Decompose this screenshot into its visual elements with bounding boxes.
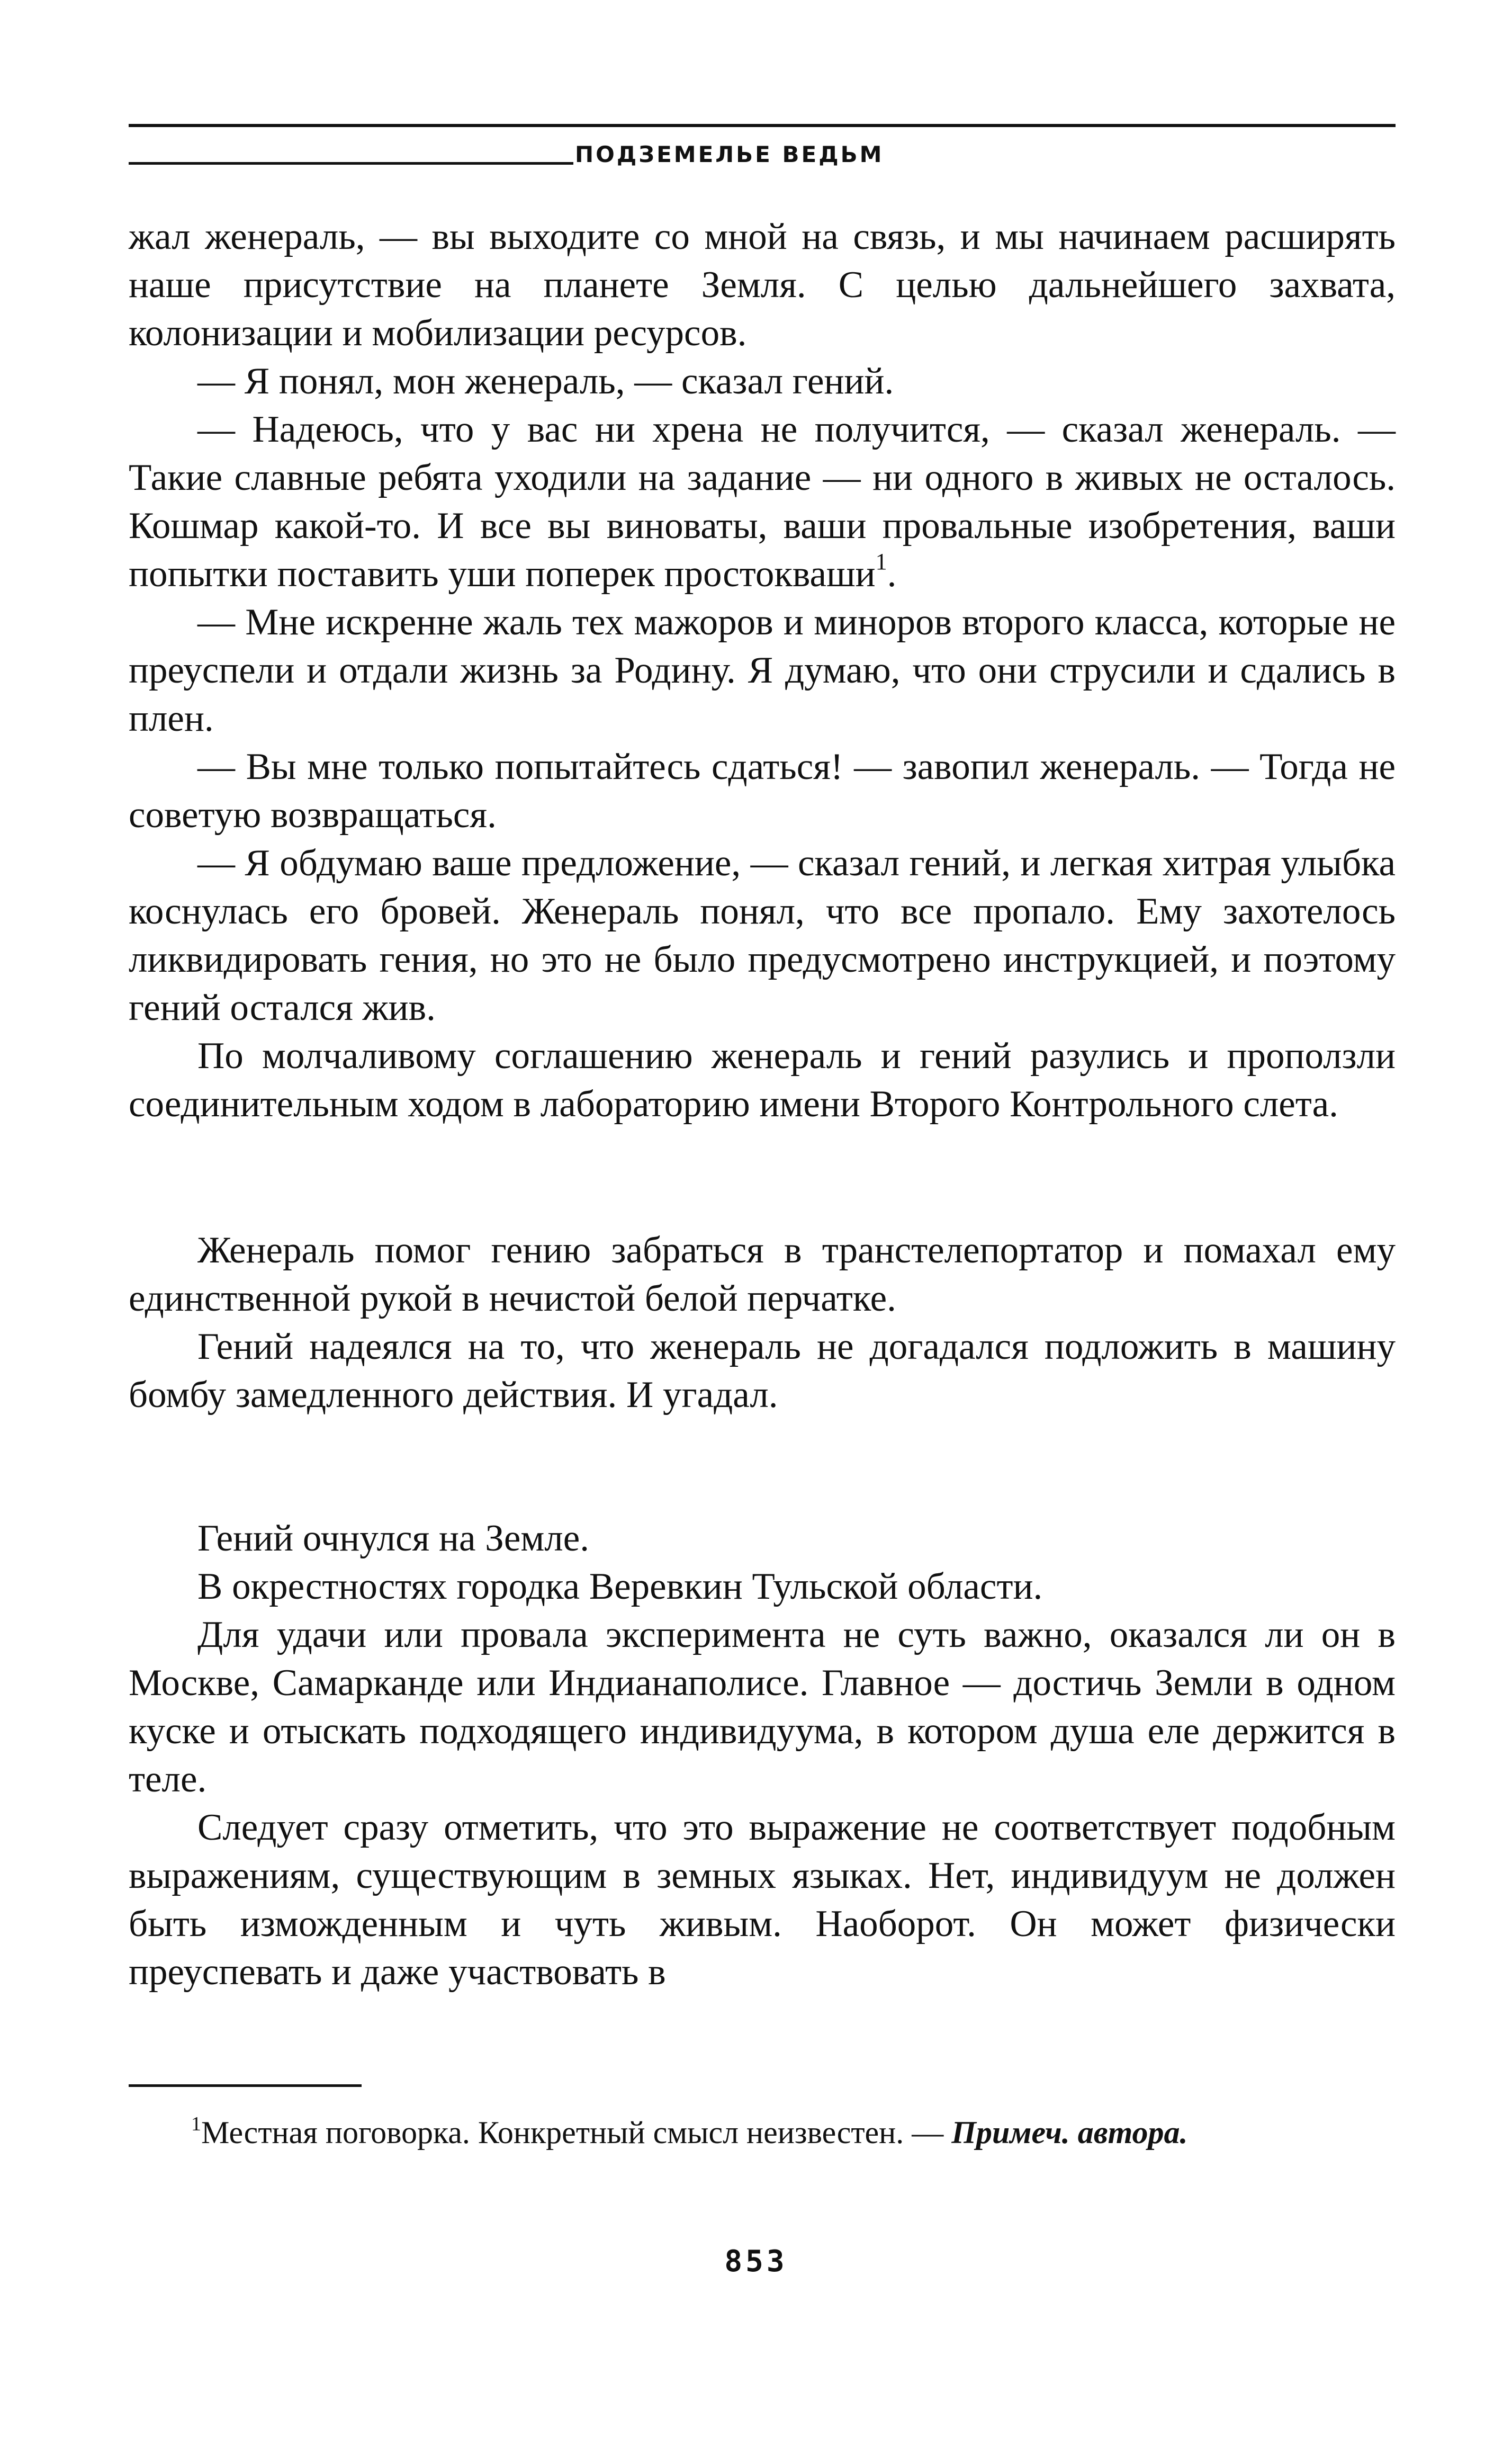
running-head [129, 139, 1396, 171]
footnote-attribution: Примеч. автора. [951, 2115, 1188, 2150]
footnote [129, 2112, 1396, 2153]
paragraph: жал женераль, — вы выходите со мной на связь, и мы начинаем расширять наше присутствие на планете Земля. С целью дальнейшего захвата, колонизации и мобилизации ресурсов. [129, 216, 1396, 354]
paragraph: — Вы мне только попытайтесь сдаться! — завопил женераль. — Тогда не советую возвращаться. [129, 746, 1396, 836]
paragraph-trail: . [887, 553, 897, 595]
paragraph: В окрестностях городка Веревкин Тульской области. [197, 1566, 1043, 1607]
paragraph: Гений надеялся на то, что женераль не догадался подложить в машину бомбу замедленного действия. И угадал. [129, 1326, 1396, 1415]
paragraph-with-footnote [129, 406, 1396, 598]
footnote-reference[interactable]: 1 [875, 549, 887, 575]
paragraph: Женераль помог гению забраться в транстелепортатор и помахал ему единственной рукой в нечистой белой перчатке. [129, 1230, 1396, 1319]
paragraph: Для удачи или провала эксперимента не суть важно, оказался ли он в Москве, Самарканде или Индианаполисе. Главное — достичь Земли в одном куске и отыскать подходящего индивидуума, в котором душа еле держится в теле. [129, 1614, 1396, 1800]
paragraph: — Я понял, мон женераль, — сказал гений. [197, 361, 894, 402]
paragraph: По молчаливому соглашению женераль и гений разулись и проползли соединительным ходом в лабораторию имени Второго Контрольного слета. [129, 1035, 1396, 1125]
paragraph: Гений очнулся на Земле. [197, 1518, 589, 1559]
paragraph-text: — Надеюсь, что у вас ни хрена не получится, — сказал женераль. — Такие славные ребята уходили на задание — ни одного в живых не осталось. Кошмар какой-то. И все вы виноваты, ваши провальные изобретения, ваши попытки поставить уши поперек простокваши [129, 409, 1396, 595]
running-title: ПОДЗЕМЕЛЬЕ ВЕДЬМ [575, 141, 884, 167]
body-text [129, 213, 1396, 1996]
footnote-rule [129, 2084, 362, 2087]
paragraph: — Мне искренне жаль тех мажоров и миноров второго класса, которые не преуспели и отдали жизнь за Родину. Я думаю, что они струсили и сдались в плен. [129, 602, 1396, 739]
footnote-text: Местная поговорка. Конкретный смысл неизвестен. — [201, 2115, 952, 2150]
section-break [129, 1128, 1396, 1226]
page-number: 853 [724, 2244, 788, 2279]
paragraph: Следует сразу отметить, что это выражение не соответствует подобным выражениям, существующим в земных языках. Нет, индивидуум не должен быть изможденным и чуть живым. Наоборот. Он может физически преуспевать и даже участвовать в [129, 1807, 1396, 1993]
section-break [129, 1419, 1396, 1515]
footnote-mark: 1 [191, 2113, 201, 2135]
header-rule [129, 124, 1396, 127]
paragraph: — Я обдумаю ваше предложение, — сказал гений, и легкая хитрая улыбка коснулась его бровей. Женераль понял, что все пропало. Ему захотелось ликвидировать гения, но это не было предусмотрено инструкцией, и поэтому гений остался жив. [129, 843, 1396, 1028]
running-head-line [129, 162, 573, 165]
